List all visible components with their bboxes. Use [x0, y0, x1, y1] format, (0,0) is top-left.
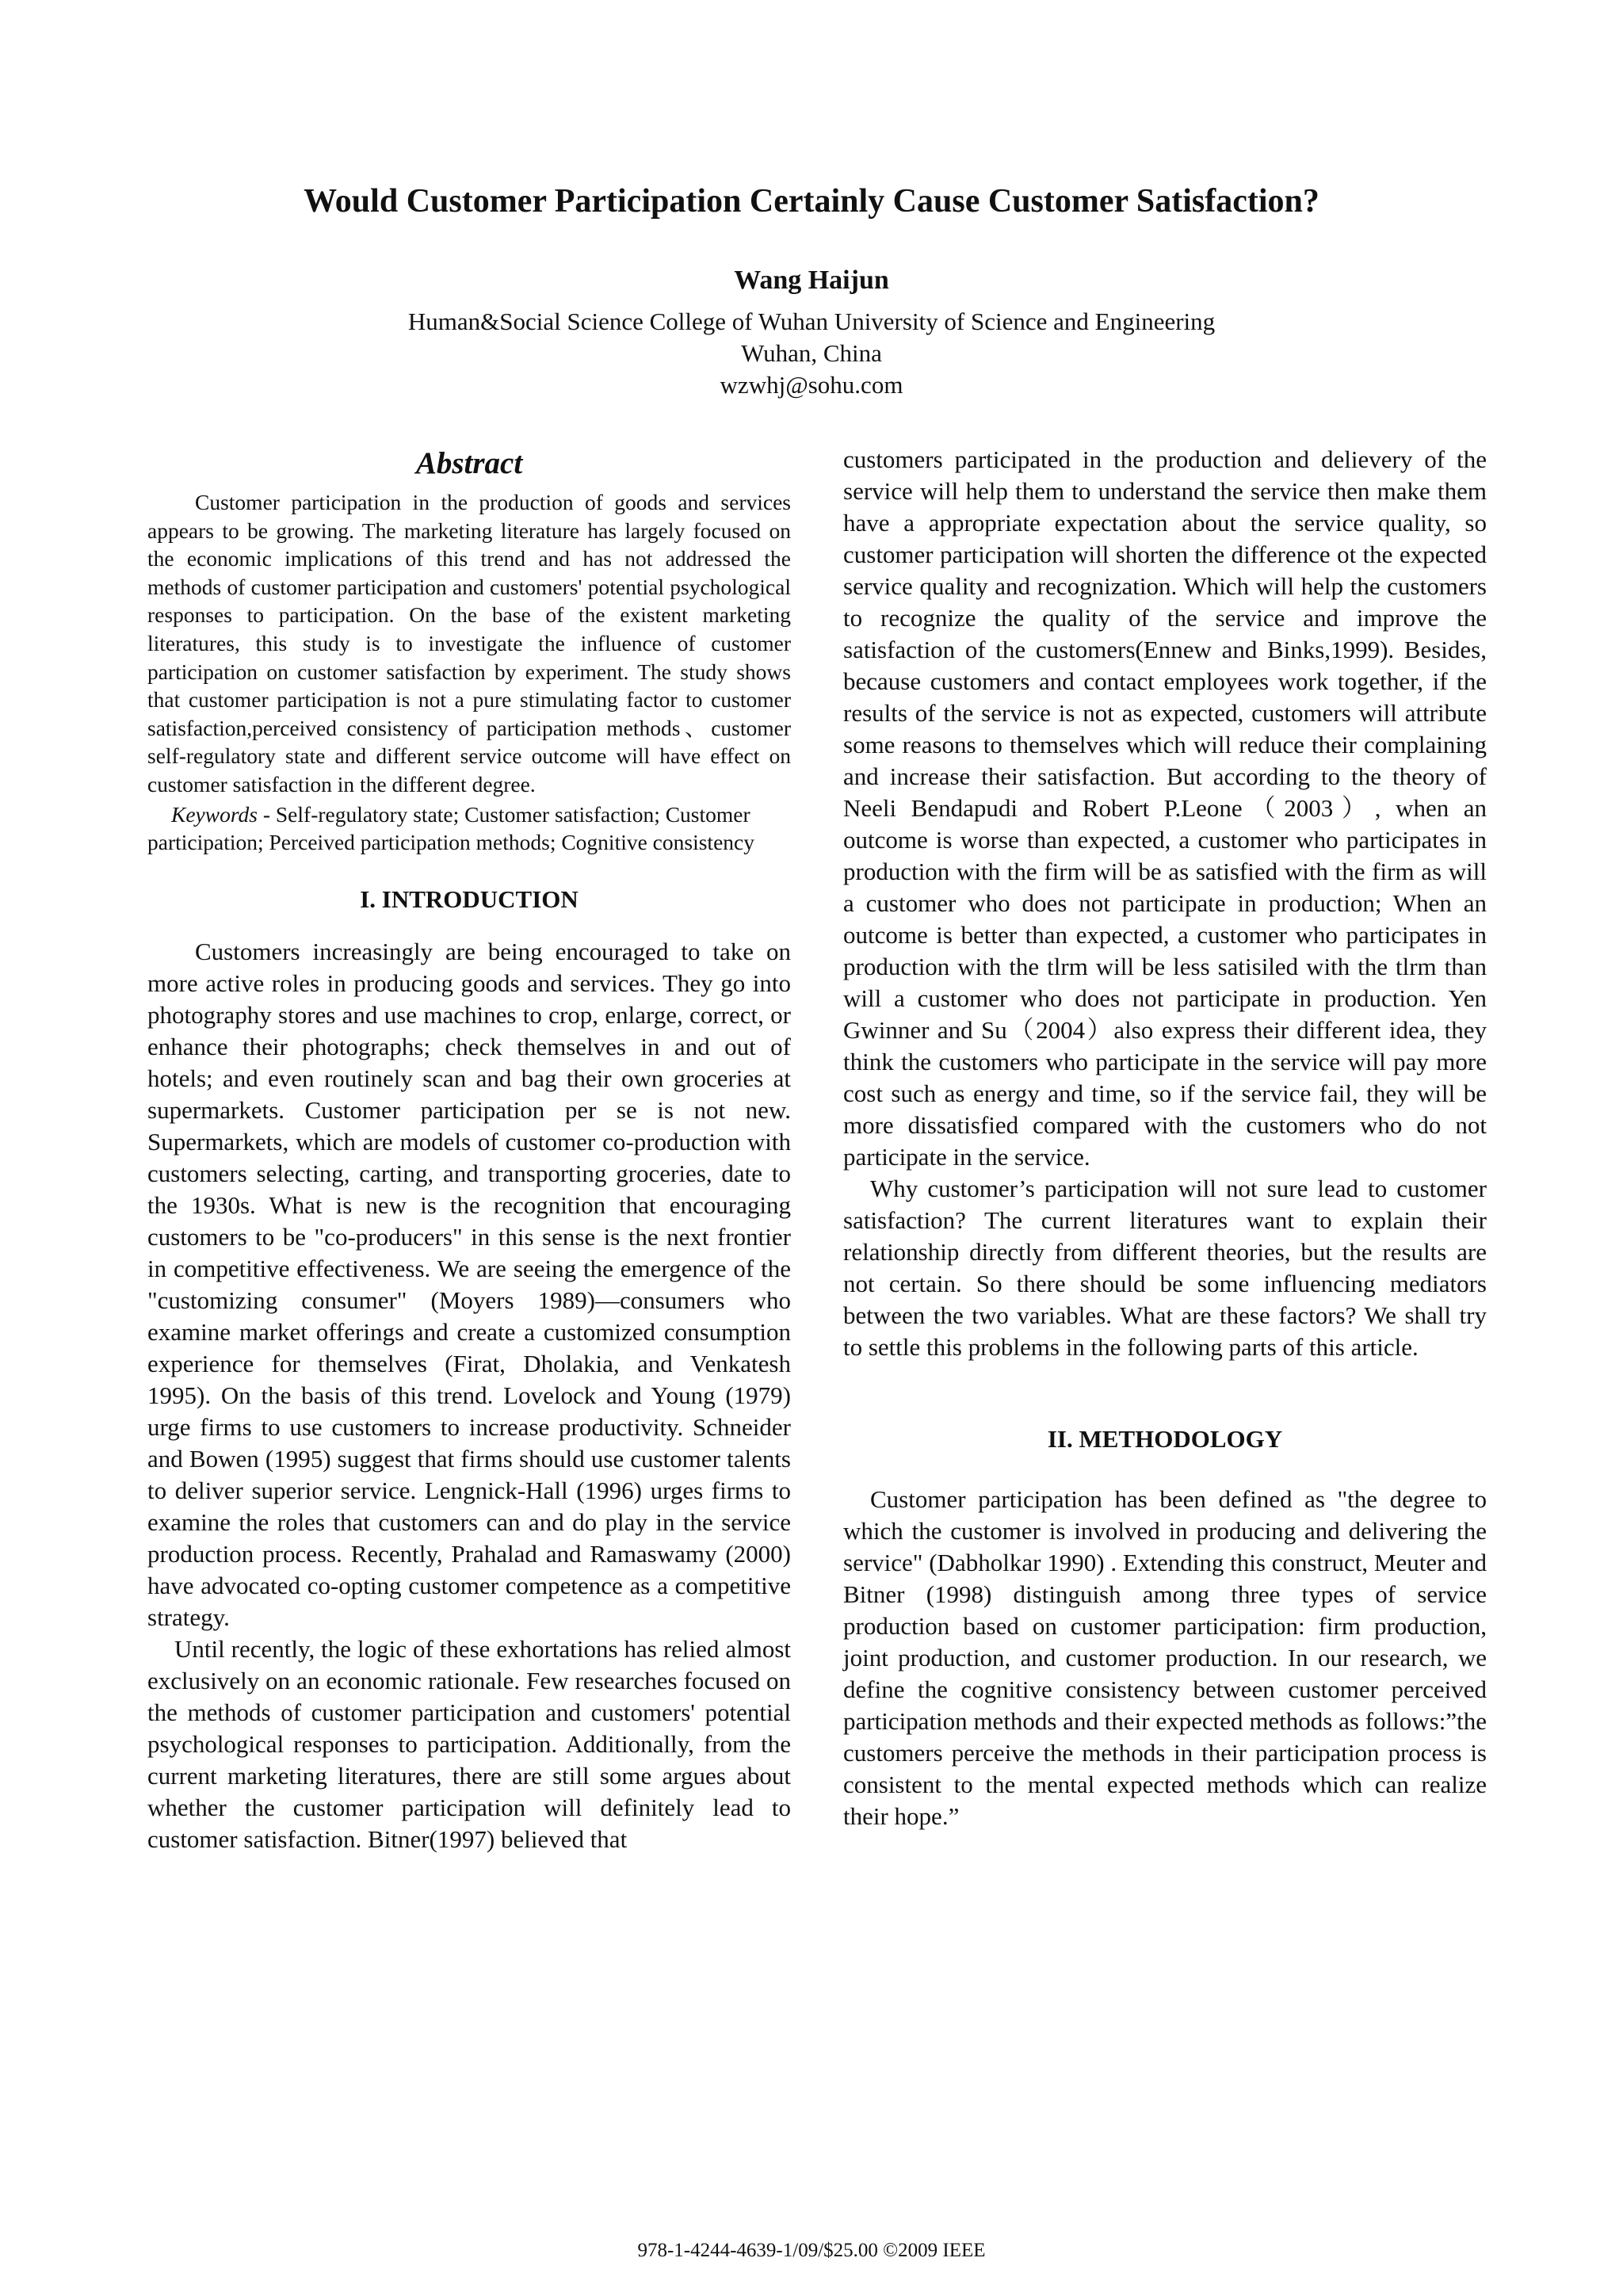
keywords-list: Self-regulatory state; Customer satisfaction; Customer participation; Perceived participation methods; Cognitive consistency — [147, 801, 754, 855]
copyright-footer: 978-1-4244-4639-1/09/$25.00 ©2009 IEEE — [637, 2240, 986, 2261]
introduction-paragraph-2-continued: customers participated in the production and delievery of the service will help them to understand the service then make them have a appropriate expectation about the service quality, so customer participation will shorten the difference ot the expected service quality and recognization. Which will help the customers to recognize the quality of the service and improve the satisfaction of the customers(Ennew and Binks,1999). Besides, because customers and contact employees work together, if the results of the service is not as expected, customers will attribute some reasons to themselves which will reduce their complaining and increase their satisfaction. But according to the theory of Neeli Bendapudi and Robert P.Leone（2003）, when an outcome is worse than expected, a customer who participates in production with the firm will be as satisfied with the firm as will a customer who does not participate in production; When an outcome is better than expected, a customer who participates in production with the tlrm will be less satisiled with the tlrm than will a customer who does not participate in production. Yen Gwinner and Su（2004）also express their different idea, they think the customers who participate in the service will pay more cost such as energy and time, so if the service fail, they will be more dissatisfied compared with the customers who do not participate in the service. — [843, 445, 1487, 1171]
abstract-text: Customer participation in the production of goods and services appears to be growing. The marketing literature has largely focused on the economic implications of this trend and has not addressed the methods of customer participation and customers' potential psychological responses to participation. On the base of the existent marketing literatures, this study is to investigate the influence of customer participation on customer satisfaction by experiment. The study shows that customer participation is not a pure stimulating factor to customer satisfaction,perceived consistency of participation methods、customer self-regulatory state and different service outcome will have effect on customer satisfaction in the different degree. — [147, 490, 791, 797]
right-column — [843, 444, 1487, 1832]
methodology-heading: II. METHODOLOGY — [1047, 1425, 1283, 1453]
methodology-paragraph-1: Customer participation has been defined as "the degree to which the customer is involved in producing and delivering the service" (Dabholkar 1990) . Extending this construct, Meuter and Bitner (1998) distinguish among three types of service production based on customer participation: firm production, joint production, and customer production. In our research, we define the cognitive consistency between customer perceived participation methods and their expected methods as follows:”the customers perceive the methods in their participation process is consistent to the mental expected methods which can realize their hope.” — [843, 1485, 1487, 1830]
author-affiliation: Human&Social Science College of Wuhan University of Science and Engineering — [407, 308, 1216, 335]
introduction-paragraph-1: Customers increasingly are being encouraged to take on more active roles in producing goods and services. They go into photography stores and use machines to crop, enlarge, correct, or enhance their photographs; check themselves in and out of hotels; and even routinely scan and bag their own groceries at supermarkets. Customer participation per se is not new. Supermarkets, which are models of customer co-production with customers selecting, carting, and transporting groceries, date to the 1930s. What is new is the recognition that encouraging customers to be "co-producers" in this sense is the next frontier in competitive effectiveness. We are seeing the emergence of the "customizing consumer" (Moyers 1989)—consumers who examine market offerings and create a customized consumption experience for themselves (Firat, Dholakia, and Venkatesh 1995). On the basis of this trend. Lovelock and Young (1979) urge firms to use customers to increase productivity. Schneider and Bowen (1995) suggest that firms should use customer talents to deliver superior service. Lengnick-Hall (1996) urges firms to examine the roles that customers can and do play in the service production process. Recently, Prahalad and Ramaswamy (2000) have advocated co-opting customer competence as a competitive strategy. — [147, 937, 791, 1631]
author-location: Wuhan, China — [741, 339, 882, 367]
author-name: Wang Haijun — [734, 266, 889, 295]
keywords-label: Keywords - — [171, 801, 271, 827]
introduction-paragraph-2: Until recently, the logic of these exhortations has relied almost exclusively on an economic rationale. Few researches focused on the methods of customer participation and customers' potential psychological responses to participation. Additionally, from the current marketing literatures, there are still some argues about whether the customer participation will definitely lead to customer satisfaction. Bitner(1997) believed that — [147, 1634, 791, 1853]
left-column — [147, 444, 791, 1855]
abstract-heading: Abstract — [415, 446, 523, 480]
introduction-paragraph-3: Why customer’s participation will not sure lead to customer satisfaction? The current literatures want to explain their relationship directly from different theories, but the results are not certain. So there should be some influencing mediators between the two variables. What are these factors? We shall try to settle this problems in the following parts of this article. — [843, 1175, 1487, 1361]
paper-title: Would Customer Participation Certainly Cause Customer Satisfaction? — [304, 183, 1319, 220]
author-email: wzwhj@sohu.com — [720, 371, 903, 399]
introduction-heading: I. INTRODUCTION — [360, 884, 579, 913]
keywords — [147, 800, 791, 857]
